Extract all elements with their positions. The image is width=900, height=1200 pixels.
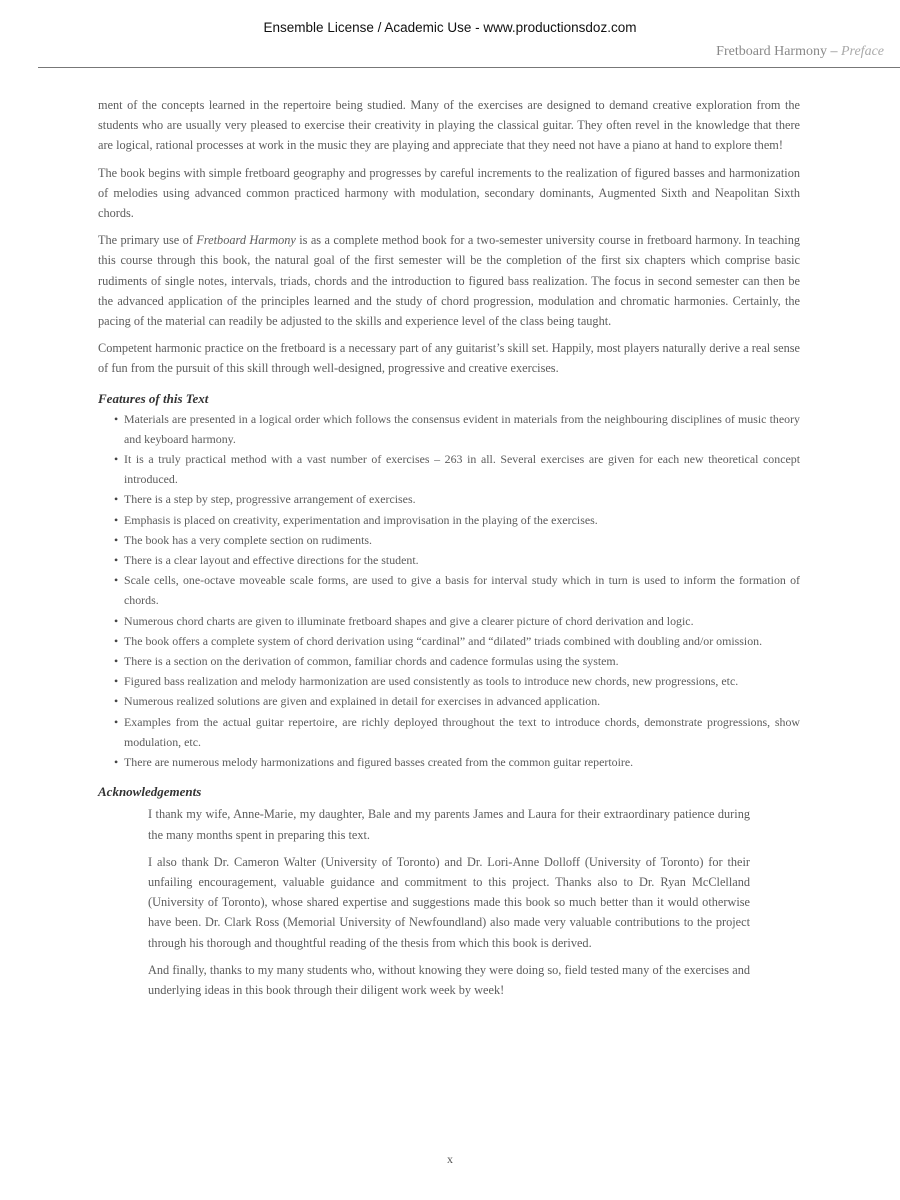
acknowledgements-paragraph-2: I also thank Dr. Cameron Walter (University of Toronto) and Dr. Lori-Anne Dolloff (University of Toronto) for their unfailing encouragement, valuable guidance and commitment to this project. Thanks also to Dr. Ryan McClelland (University of Toronto), whose shared expertise and suggestions made this book so much better than it would otherwise have been. Dr. Clark Ross (Memorial University of Newfoundland) also made very valuable contributions to the project through his thorough and thoughtful reading of the thesis from which this book is derived.: [148, 854, 750, 950]
acknowledgements-heading: Acknowledgements: [98, 784, 202, 800]
feature-item: • There is a section on the derivation of common, familiar chords and cadence formulas using the system.: [124, 651, 800, 671]
intro-paragraph-1: ment of the concepts learned in the repertoire being studied. Many of the exercises are designed to demand creative exploration from the students who are usually very pleased to exercise their creativity in playing the classical guitar. They often revel in the knowledge that there are logical, rational processes at work in the music they are playing and appreciate that they need not have a piano at hand to explore them!: [98, 98, 800, 153]
feature-item: • There is a step by step, progressive arrangement of exercises.: [124, 489, 800, 509]
running-head-dash: –: [826, 44, 841, 59]
running-head-title: Fretboard Harmony: [716, 44, 827, 59]
feature-item: • Emphasis is placed on creativity, experimentation and improvisation in the playing of the exercises.: [124, 510, 800, 530]
acknowledgements-paragraph-3: And finally, thanks to my many students who, without knowing they were doing so, field tested many of the exercises and underlying ideas in this book through their diligent work week by week!: [148, 962, 750, 997]
running-head-subtitle: Preface: [840, 44, 884, 59]
license-banner: Ensemble License / Academic Use - www.productionsdoz.com: [263, 20, 637, 35]
intro-paragraph-3-rest: is as a complete method book for a two-semester university course in fretboard harmony. In teaching this course through this book, the natural goal of the first semester will be the completion of the first six chapters which comprise basic rudiments of single notes, intervals, triads, chords and the introduction to figured bass realization. The focus in second semester can then be the advanced application of the principles learned and the study of chord progression, modulation and chromatic harmonies. Certainly, the pacing of the material can readily be adjusted to the skills and experience level of the class being taught.: [98, 233, 800, 329]
feature-item: • It is a truly practical method with a vast number of exercises – 263 in all. Several exercises are given for each new theoretical concept introduced.: [124, 449, 800, 489]
feature-item: • Numerous realized solutions are given and explained in detail for exercises in advanced application.: [124, 691, 800, 711]
intro-paragraph-3: [98, 230, 800, 331]
header-rule: [38, 67, 900, 68]
feature-item: • Examples from the actual guitar repertoire, are richly deployed throughout the text to introduce chords, demonstrate progressions, show modulation, etc.: [124, 712, 800, 752]
intro-paragraph-3-lead: The primary use of: [98, 233, 197, 248]
page-number: x: [447, 1152, 453, 1166]
running-head: [716, 44, 884, 60]
intro-paragraph-4: Competent harmonic practice on the fretboard is a necessary part of any guitarist’s skill set. Happily, most players naturally derive a real sense of fun from the pursuit of this skill through well-designed, progressive and creative exercises.: [98, 341, 800, 376]
feature-item: • Materials are presented in a logical order which follows the consensus evident in materials from the neighbouring disciplines of music theory and keyboard harmony.: [124, 409, 800, 449]
book-title-italic: Fretboard Harmony: [196, 233, 296, 248]
intro-paragraph-2: The book begins with simple fretboard geography and progresses by careful increments to the realization of figured basses and harmonization of melodies using advanced common practiced harmony with modulation, secondary dominants, Augmented Sixth and Neapolitan Sixth chords.: [98, 165, 800, 221]
acknowledgements-paragraph-1: I thank my wife, Anne-Marie, my daughter, Bale and my parents James and Laura for their extraordinary patience during the many months spent in preparing this text.: [148, 807, 750, 842]
feature-item: • Figured bass realization and melody harmonization are used consistently as tools to introduce new chords, new progressions, etc.: [124, 671, 800, 691]
feature-item: • There are numerous melody harmonizations and figured basses created from the common guitar repertoire.: [124, 752, 800, 772]
acknowledgements-block: [98, 804, 800, 1000]
features-list: [98, 409, 800, 773]
feature-item: • There is a clear layout and effective directions for the student.: [124, 550, 800, 570]
feature-item: • Scale cells, one-octave moveable scale forms, are used to give a basis for interval study which in turn is used to inform the formation of chords.: [124, 570, 800, 610]
features-heading: Features of this Text: [98, 390, 209, 406]
feature-item: • Numerous chord charts are given to illuminate fretboard shapes and give a clearer picture of chord derivation and logic.: [124, 611, 800, 631]
feature-item: • The book has a very complete section on rudiments.: [124, 530, 800, 550]
page-body: [98, 95, 800, 1007]
feature-item: • The book offers a complete system of chord derivation using “cardinal” and “dilated” triads combined with doubling and/or omission.: [124, 631, 800, 651]
